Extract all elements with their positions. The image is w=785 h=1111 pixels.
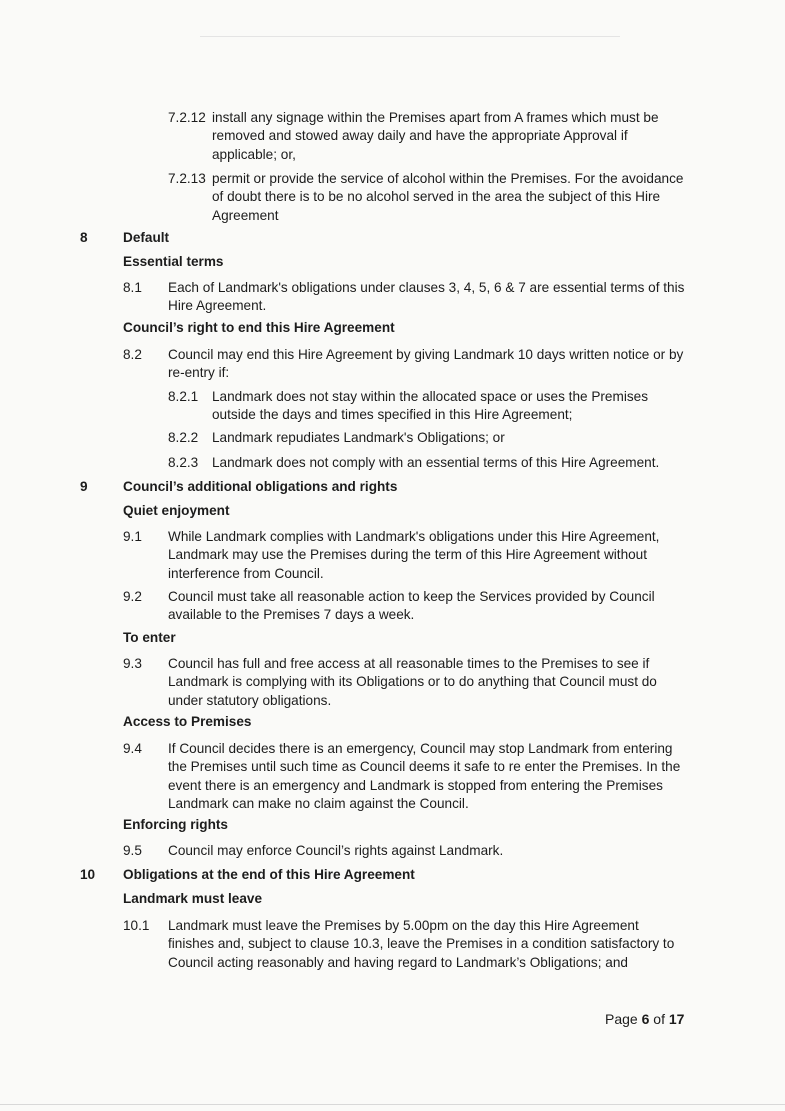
text-line: Council has full and free access at all reasonable times to the Premises to see if	[168, 656, 650, 671]
clause-text	[168, 346, 683, 383]
clause-text	[123, 229, 169, 247]
clause-number: 10.1	[123, 918, 150, 933]
text-line: interference from Council.	[168, 565, 324, 581]
clause-text	[123, 629, 176, 647]
text-line: event there is an emergency and Landmark is stopped from entering the Premises	[168, 777, 663, 793]
clause-text	[212, 109, 659, 164]
clause-text	[168, 279, 684, 316]
page-number	[605, 1011, 684, 1027]
text-line: outside the days and times specified in this Hire Agreement;	[212, 407, 573, 423]
text-line: Landmark does not comply with an essential terms of this Hire Agreement.	[212, 455, 660, 470]
text-line: finishes and, subject to clause 10.3, leave the Premises in a condition satisfactory to	[168, 936, 675, 952]
clause-text	[212, 429, 505, 447]
clause-text	[212, 170, 683, 225]
text-line: available to the Premises 7 days a week.	[168, 607, 415, 623]
text-line: Access to Premises	[123, 714, 252, 729]
clause-text	[123, 502, 230, 520]
page-current: 6	[641, 1011, 650, 1027]
clause-text	[212, 388, 648, 425]
clause-text	[168, 740, 680, 813]
clause-number: 9.5	[123, 843, 142, 858]
text-line: Hire Agreement.	[168, 298, 267, 314]
text-line: Default	[123, 230, 170, 245]
scan-edge-line	[0, 1104, 785, 1105]
text-line: removed and stowed away daily and have the appropriate Approval if	[212, 128, 628, 144]
text-line: Essential terms	[123, 254, 224, 269]
clause-number: 8	[80, 230, 88, 245]
text-line: Enforcing rights	[123, 817, 228, 832]
text-line: To enter	[123, 630, 176, 645]
text-line: If Council decides there is an emergency, Council may stop Landmark from entering	[168, 741, 673, 756]
clause-number: 7.2.13	[168, 171, 206, 186]
text-line: Landmark repudiates Landmark's Obligations; or	[212, 430, 505, 445]
clause-text	[123, 713, 251, 731]
clause-text	[168, 655, 657, 710]
scan-artifact-line	[200, 36, 620, 37]
clause-number: 7.2.12	[168, 110, 206, 125]
text-line: Agreement	[212, 207, 279, 223]
clause-text	[168, 842, 503, 860]
clause-text	[168, 528, 659, 583]
clause-number: 8.1	[123, 280, 142, 295]
clause-number: 8.2.3	[168, 455, 199, 470]
clause-text	[123, 816, 228, 834]
text-line: While Landmark complies with Landmark's obligations under this Hire Agreement,	[168, 529, 660, 544]
text-line: Landmark does not stay within the allocated space or uses the Premises	[212, 389, 648, 404]
clause-number: 8.2.1	[168, 389, 199, 404]
text-line: Council may enforce Council’s rights against Landmark.	[168, 843, 504, 858]
text-line: applicable; or,	[212, 146, 296, 162]
page-total: 17	[668, 1011, 685, 1027]
clause-text	[212, 454, 659, 472]
text-line: under statutory obligations.	[168, 692, 332, 708]
text-line: of doubt there is to be no alcohol served in the area the subject of this Hire	[212, 189, 661, 205]
text-line: Council may end this Hire Agreement by giving Landmark 10 days written notice or by	[168, 347, 684, 362]
text-line: Council acting reasonably and having regard to Landmark’s Obligations; and	[168, 954, 628, 970]
text-line: Landmark must leave	[123, 891, 263, 906]
clause-number: 9.4	[123, 741, 142, 756]
clause-text	[123, 319, 395, 337]
clause-number: 9.3	[123, 656, 142, 671]
page-prefix: Page	[605, 1011, 642, 1027]
text-line: Quiet enjoyment	[123, 503, 230, 518]
text-line: Each of Landmark's obligations under clauses 3, 4, 5, 6 & 7 are essential terms of this	[168, 280, 685, 295]
clause-number: 8.2	[123, 347, 142, 362]
text-line: Council’s right to end this Hire Agreement	[123, 320, 395, 335]
text-line: re-entry if:	[168, 365, 230, 381]
clause-text	[123, 478, 397, 496]
text-line: Landmark must leave the Premises by 5.00pm on the day this Hire Agreement	[168, 918, 639, 933]
clause-number: 9.1	[123, 529, 142, 544]
clause-text	[123, 253, 224, 271]
text-line: the Premises until such time as Council deems it safe to re enter the Premises. In the	[168, 759, 681, 775]
text-line: Landmark may use the Premises during the term of this Hire Agreement without	[168, 547, 648, 563]
clause-text	[168, 588, 655, 625]
text-line: install any signage within the Premises apart from A frames which must be	[212, 110, 659, 125]
page-of: of	[649, 1011, 669, 1027]
text-line: Obligations at the end of this Hire Agreement	[123, 867, 415, 882]
text-line: Council’s additional obligations and rights	[123, 479, 398, 494]
clause-number: 8.2.2	[168, 430, 199, 445]
clause-number: 9	[80, 479, 88, 494]
clause-text	[168, 917, 674, 972]
clause-text	[123, 890, 262, 908]
clause-number: 9.2	[123, 589, 142, 604]
text-line: Landmark is complying with its Obligations or to do anything that Council must do	[168, 674, 657, 690]
text-line: permit or provide the service of alcohol within the Premises. For the avoidance	[212, 171, 684, 186]
text-line: Council must take all reasonable action to keep the Services provided by Council	[168, 589, 655, 604]
clause-number: 10	[80, 867, 96, 882]
clause-text	[123, 866, 415, 884]
text-line: Landmark can make no claim against the Council.	[168, 795, 469, 811]
